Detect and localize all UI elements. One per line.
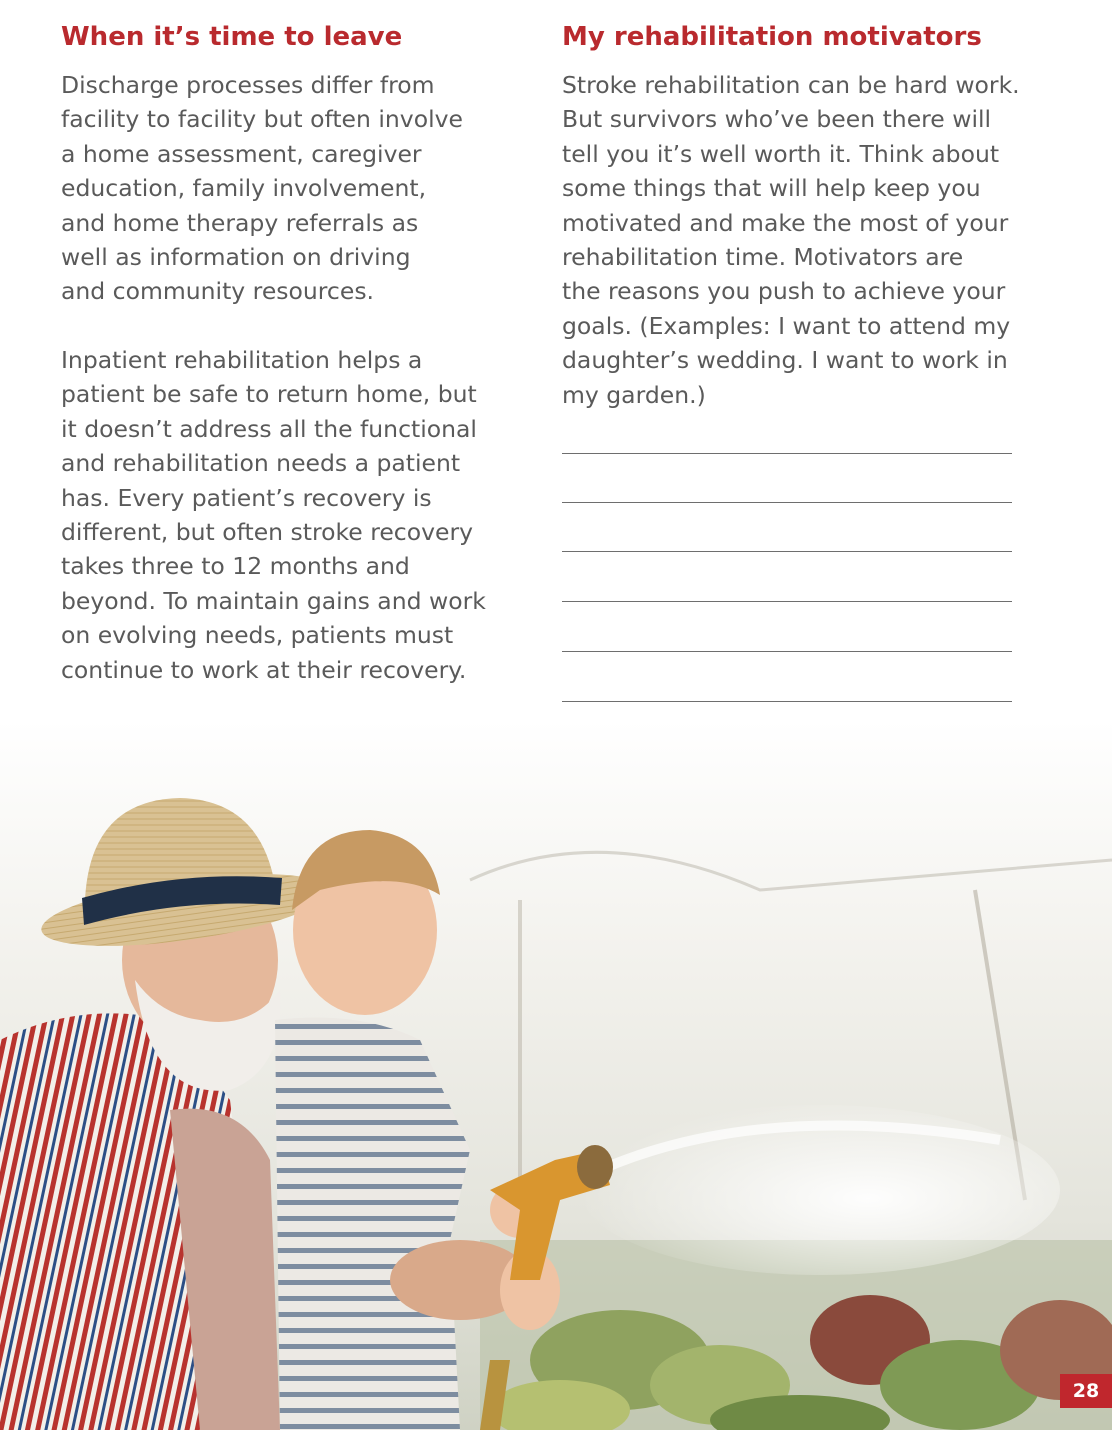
text-line: on evolving needs, patients must [61, 621, 454, 650]
inpatient-rehab-paragraph [61, 343, 486, 687]
text-line: education, family involvement, [61, 174, 427, 203]
writing-line[interactable] [562, 453, 1012, 454]
text-line: well as information on driving [61, 243, 411, 272]
text-line: facility to facility but often involve [61, 105, 463, 134]
text-line: Discharge processes differ from [61, 71, 435, 99]
text-line: some things that will help keep you [562, 174, 981, 203]
text-line: and home therapy referrals as [61, 208, 419, 237]
text-line: rehabilitation time. Motivators are [562, 243, 964, 272]
text-line: beyond. To maintain gains and work [61, 586, 486, 615]
text-line: has. Every patient’s recovery is [61, 483, 432, 512]
text-line: and community resources. [61, 277, 375, 306]
section-heading-motivators: My rehabilitation motivators [562, 22, 982, 52]
text-line: goals. (Examples: I want to attend my [562, 311, 1011, 340]
text-line: patient be safe to return home, but [61, 380, 477, 409]
text-line: Stroke rehabilitation can be hard work. [562, 71, 1020, 99]
writing-line[interactable] [562, 651, 1012, 652]
text-line: a home assessment, caregiver [61, 139, 422, 168]
text-line: and rehabilitation needs a patient [61, 449, 461, 478]
text-line: continue to work at their recovery. [61, 655, 467, 684]
text-line: motivated and make the most of your [562, 208, 1009, 237]
writing-line[interactable] [562, 502, 1012, 503]
text-line: takes three to 12 months and [61, 552, 410, 581]
section-heading-time-to-leave: When it’s time to leave [61, 22, 403, 52]
text-line: my garden.) [562, 380, 706, 409]
motivators-paragraph [562, 68, 1020, 412]
grandfather-child-watering-garden-photo [0, 720, 1112, 1430]
text-line: But survivors who’ve been there will [562, 105, 992, 134]
writing-line[interactable] [562, 551, 1012, 552]
text-line: tell you it’s well worth it. Think about [562, 139, 1000, 168]
writing-line[interactable] [562, 701, 1012, 702]
discharge-paragraph [61, 68, 463, 309]
text-line: different, but often stroke recovery [61, 518, 474, 547]
page-number-badge: 28 [1060, 1374, 1112, 1408]
text-line: Inpatient rehabilitation helps a [61, 346, 423, 374]
text-line: it doesn’t address all the functional [61, 414, 477, 443]
writing-line[interactable] [562, 601, 1012, 602]
text-line: the reasons you push to achieve your [562, 277, 1006, 306]
text-line: daughter’s wedding. I want to work in [562, 346, 1008, 375]
